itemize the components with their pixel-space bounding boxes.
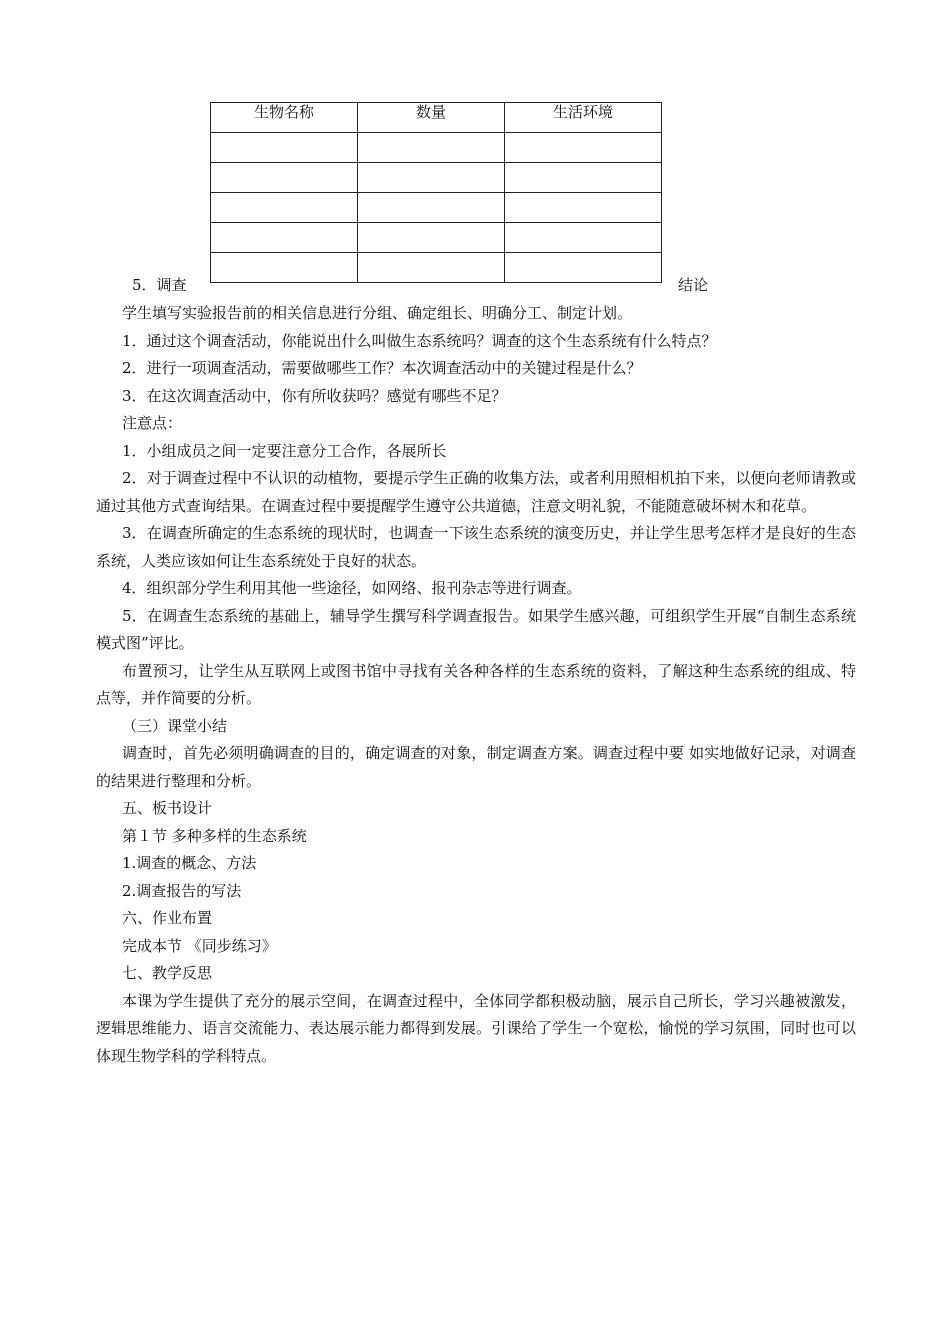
table-row xyxy=(211,193,662,223)
reflection-text: 本课为学生提供了充分的展示空间，在调查过程中，全体同学都积极动脑，展示自己所长，学习兴趣被激发，逻辑思维能力、语言交流能力、表达展示能力都得到发展。引课给了学生一个宽松，愉悦的学习氛围，同时也可以体现生物学科的学科特点。 xyxy=(96,991,856,1065)
table-cell xyxy=(505,253,662,283)
step5-conclusion: 结论 xyxy=(678,276,709,294)
table-cell xyxy=(211,193,358,223)
note-4: 4．组织部分学生利用其他一些途径，如网络、报刊杂志等进行调查。 xyxy=(122,579,582,597)
table-cell xyxy=(505,133,662,163)
preview-assignment: 布置预习，让学生从互联网上或图书馆中寻找有关各种各样的生态系统的资料，了解这种生态系统的组成、特点等，并作简要的分析。 xyxy=(96,661,856,707)
table-cell xyxy=(505,223,662,253)
table-row xyxy=(211,223,662,253)
summary-text: 调查时，首先必须明确调查的目的，确定调查的对象，制定调查方案。调查过程中要 如实地做好记录，对调查的结果进行整理和分析。 xyxy=(96,744,856,790)
note-1: 1．小组成员之间一定要注意分工合作，各展所长 xyxy=(122,441,447,460)
table-cell xyxy=(505,193,662,223)
section-class-summary: （三）课堂小结 xyxy=(122,716,228,735)
table-header-row xyxy=(211,103,662,133)
table-cell xyxy=(358,223,505,253)
question-3: 3．在这次调查活动中，你有所收获吗？感觉有哪些不足？ xyxy=(122,386,507,405)
table-cell xyxy=(358,133,505,163)
note-2: 2．对于调查过程中不认识的动植物，要提示学生正确的收集方法，或者利用照相机拍下来，以便向老师请教或通过其他方式查询结果。在调查过程中要提醒学生遵守公共道德，注意文明礼貌，不能随意破坏树木和花草。 xyxy=(96,469,856,515)
board-item-1: 1.调查的概念、方法 xyxy=(122,854,257,872)
body-text xyxy=(96,300,856,1070)
table-cell xyxy=(211,253,358,283)
step5-label: 5．调查 xyxy=(132,276,187,294)
header-habitat: 生活环境 xyxy=(505,103,662,133)
table-cell xyxy=(211,223,358,253)
table-cell xyxy=(358,253,505,283)
table-row xyxy=(211,133,662,163)
board-title: 第１节 多种多样的生态系统 xyxy=(122,826,307,845)
table-cell xyxy=(505,163,662,193)
board-item-2: 2.调查报告的写法 xyxy=(122,881,242,900)
note-3: 3．在调查所确定的生态系统的现状时，也调查一下该生态系统的演变历史，并让学生思考怎样才是良好的生态系统，人类应该如何让生态系统处于良好的状态。 xyxy=(96,524,856,570)
notes-heading: 注意点： xyxy=(122,414,183,432)
homework-text: 完成本节 《同步练习》 xyxy=(122,936,277,955)
section-reflection: 七、教学反思 xyxy=(122,964,213,982)
table-row xyxy=(211,253,662,283)
table-row xyxy=(211,163,662,193)
table-cell xyxy=(358,163,505,193)
question-1: 1．通过这个调查活动，你能说出什么叫做生态系统吗？调查的这个生态系统有什么特点？ xyxy=(122,331,717,350)
section-homework: 六、作业布置 xyxy=(122,909,213,927)
header-quantity: 数量 xyxy=(358,103,505,133)
note-5: 5．在调查生态系统的基础上，辅导学生撰写科学调查报告。如果学生感兴趣，可组织学生开展“自制生态系统模式图”评比。 xyxy=(96,606,856,652)
survey-table xyxy=(210,102,662,283)
table-cell xyxy=(358,193,505,223)
table-cell xyxy=(211,133,358,163)
paragraph-grouping: 学生填写实验报告前的相关信息进行分组、确定组长、明确分工、制定计划。 xyxy=(122,304,633,322)
table-cell xyxy=(211,163,358,193)
question-2: 2．进行一项调查活动，需要做哪些工作？本次调查活动中的关键过程是什么？ xyxy=(122,359,642,377)
header-organism-name: 生物名称 xyxy=(211,103,358,133)
section-board-design: 五、板书设计 xyxy=(122,799,213,817)
